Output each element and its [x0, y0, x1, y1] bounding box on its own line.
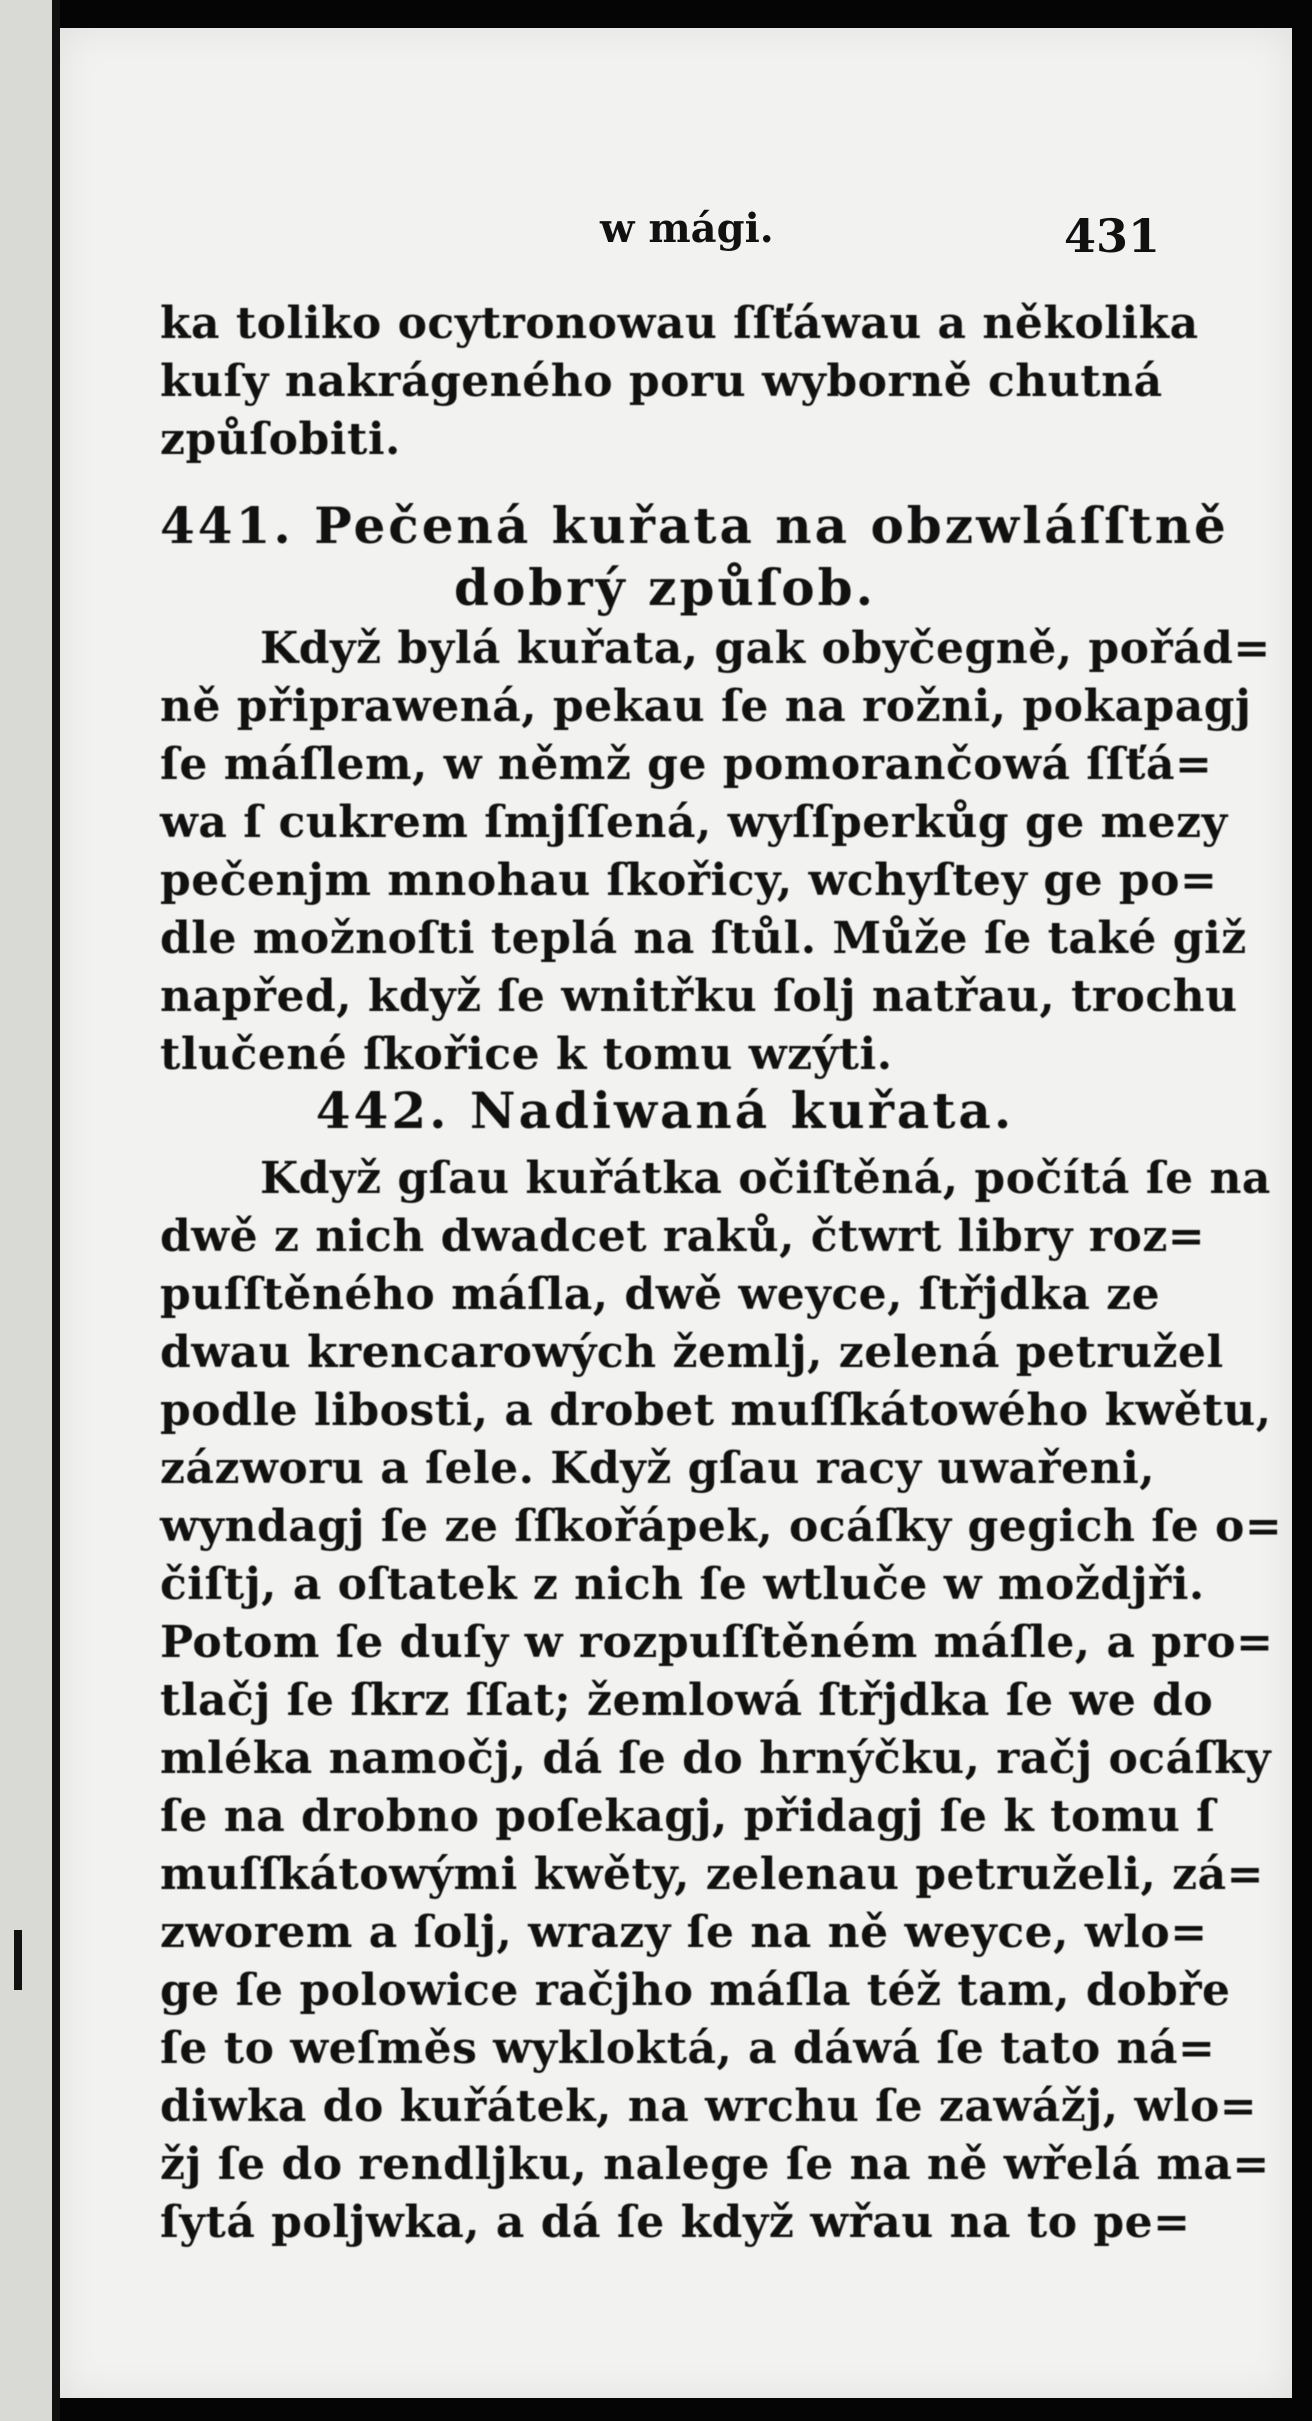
- text-line: Když bylá kuřata, gak obyčegně, pořád=: [260, 623, 1271, 674]
- text-line: žj ſe do rendljku, nalege ſe na ně wřelá ma=: [160, 2139, 1270, 2190]
- section-441-body: [160, 620, 1271, 1084]
- text-line: muſſkátowými kwěty, zelenau petruželi, zá=: [160, 1849, 1264, 1900]
- text-line: tlučené ſkořice k tomu wzýti.: [160, 1029, 893, 1080]
- intro-paragraph: [160, 295, 1199, 469]
- text-line: ſe máſlem, w němž ge pomorančowá ſſťá=: [160, 739, 1213, 790]
- text-line: čiſtj, a oſtatek z nich ſe wtluče w moždjři.: [160, 1559, 1205, 1610]
- text-line: dwau krencarowých žemlj, zelená petružel: [160, 1327, 1224, 1378]
- section-442-heading: [160, 1080, 1170, 1142]
- binding-mark: [14, 1930, 22, 1990]
- text-line: wa ſ cukrem ſmjſſená, wyſſperkůg ge mezy: [160, 797, 1228, 848]
- section-heading-continued: dobrý způſob.: [453, 558, 876, 617]
- section-441-heading: [160, 495, 1229, 619]
- previous-page-edge: [0, 0, 60, 2421]
- text-line: diwka do kuřátek, na wrchu ſe zawážj, wlo=: [160, 2081, 1258, 2132]
- running-head: [600, 205, 1160, 265]
- text-line: způſobiti.: [160, 414, 401, 465]
- text-line: ſytá poljwka, a dá ſe když wřau na to pe=: [160, 2197, 1191, 2248]
- text-line: wyndagj ſe ze ſſkořápek, ocáſky gegich ſe o=: [160, 1501, 1283, 1552]
- text-line: zázworu a ſele. Když gſau racy uwařeni,: [160, 1443, 1156, 1494]
- text-line: podle libosti, a drobet muſſkátowého kwětu,: [160, 1385, 1272, 1436]
- text-line: kuſy nakrágeného poru wyborně chutná: [160, 356, 1163, 407]
- text-line: dle možnoſti teplá na ſtůl. Může ſe také giž: [160, 913, 1247, 964]
- section-heading: 442. Nadiwaná kuřata.: [315, 1081, 1015, 1140]
- text-line: pečenjm mnohau ſkořicy, wchyſtey ge po=: [160, 855, 1218, 906]
- text-line: Když gſau kuřátka očiſtěná, počítá ſe na: [260, 1153, 1271, 1204]
- text-line: dwě z nich dwadcet raků, čtwrt libry roz=: [160, 1211, 1206, 1262]
- text-line: ſe to weſměs wykloktá, a dáwá ſe tato ná=: [160, 2023, 1216, 2074]
- text-line: ka toliko ocytronowau ſſťáwau a několika: [160, 298, 1199, 349]
- page-number: 431: [1063, 209, 1160, 263]
- text-line: ně připrawená, pekau ſe na rožni, pokapagj: [160, 681, 1252, 732]
- text-line: tlačj ſe ſkrz ſſat; žemlowá ſtřjdka ſe we do: [160, 1675, 1214, 1726]
- text-line: ſe na drobno poſekagj, přidagj ſe k tomu ſ: [160, 1791, 1216, 1842]
- text-line: zworem a ſolj, wrazy ſe na ně weyce, wlo=: [160, 1907, 1208, 1958]
- running-head-title: w mági.: [600, 205, 774, 252]
- section-442-body: [160, 1150, 1283, 2252]
- text-line: ge ſe polowice račjho máſla též tam, dobře: [160, 1965, 1231, 2016]
- text-line: napřed, když ſe wnitřku ſolj natřau, trochu: [160, 971, 1238, 1022]
- text-line: puſſtěného máſla, dwě weyce, ſtřjdka ze: [160, 1269, 1161, 1320]
- section-heading: 441. Pečená kuřata na obzwláſſtně: [160, 496, 1229, 555]
- text-line: Potom ſe duſy w rozpuſſtěném máſle, a pro=: [160, 1617, 1274, 1668]
- text-line: mléka namočj, dá ſe do hrnýčku, račj ocáſky: [160, 1733, 1272, 1784]
